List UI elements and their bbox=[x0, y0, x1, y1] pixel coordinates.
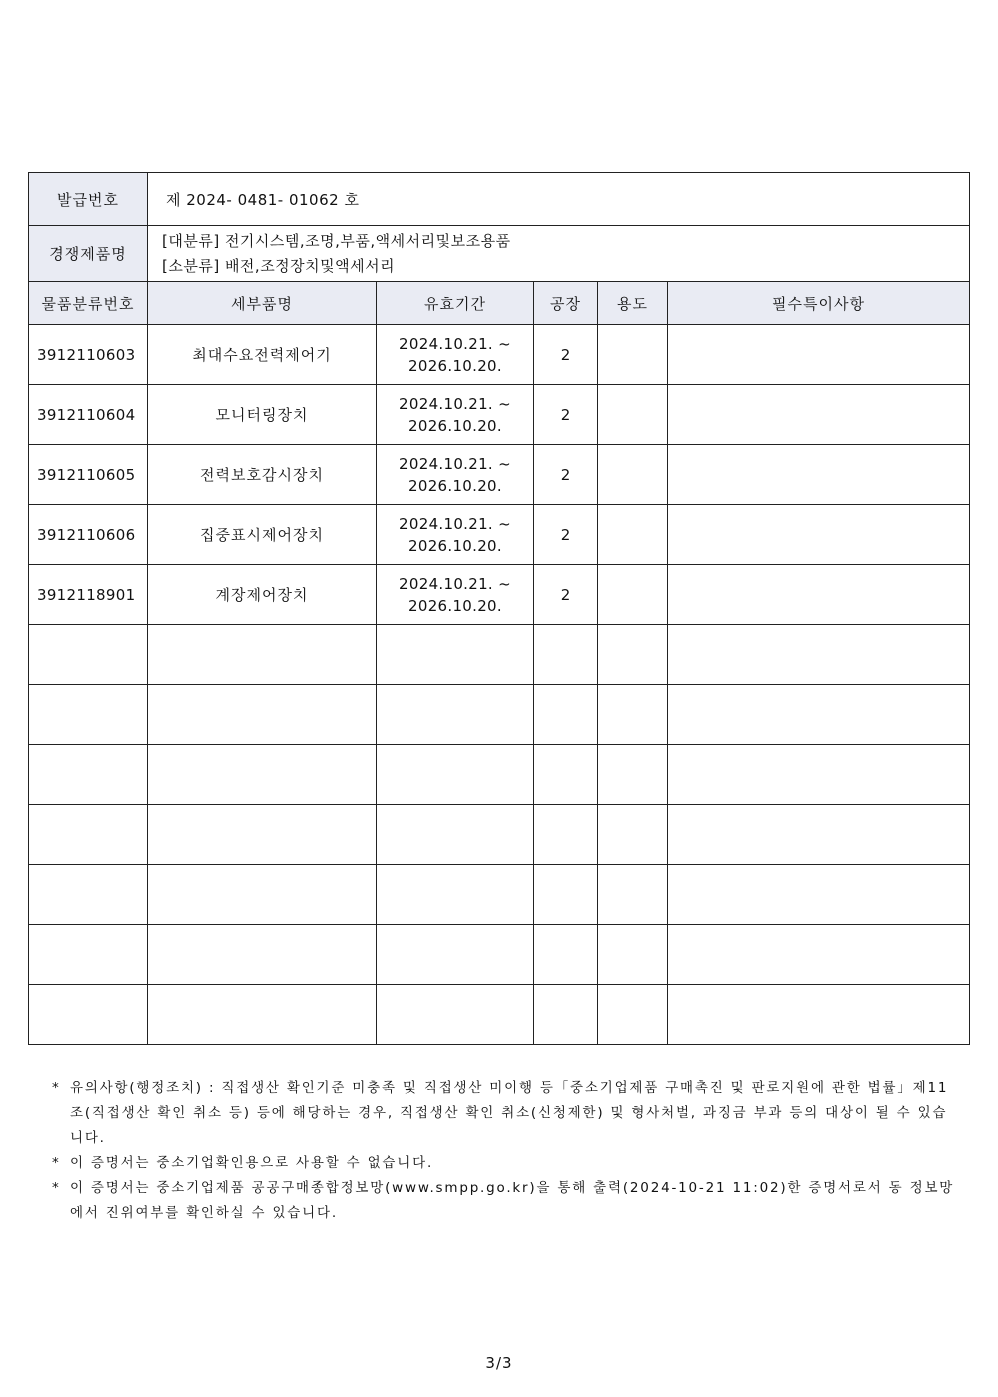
empty-cell bbox=[29, 745, 148, 805]
issue-number-label: 발급번호 bbox=[29, 173, 148, 226]
empty-cell bbox=[598, 925, 668, 985]
period-start: 2024.10.21. ~ bbox=[399, 514, 511, 533]
notice-bullet: * bbox=[52, 1155, 61, 1171]
header-notes: 필수특이사항 bbox=[668, 282, 970, 325]
period-end: 2026.10.20. bbox=[408, 356, 502, 375]
empty-cell bbox=[377, 625, 534, 685]
page-number: 3/3 bbox=[485, 1354, 513, 1372]
period-end: 2026.10.20. bbox=[408, 596, 502, 615]
header-code: 물품분류번호 bbox=[29, 282, 148, 325]
item-name: 전력보호감시장치 bbox=[148, 445, 377, 505]
notice-text-usage: 이 증명서는 중소기업확인용으로 사용할 수 없습니다. bbox=[70, 1155, 434, 1171]
item-code: 3912110605 bbox=[29, 445, 148, 505]
product-name-label: 경쟁제품명 bbox=[29, 226, 148, 282]
empty-cell bbox=[29, 625, 148, 685]
item-period bbox=[377, 565, 534, 625]
empty-cell bbox=[148, 985, 377, 1045]
empty-cell bbox=[668, 925, 970, 985]
item-factory: 2 bbox=[534, 385, 598, 445]
period-end: 2026.10.20. bbox=[408, 476, 502, 495]
empty-cell bbox=[377, 685, 534, 745]
empty-cell bbox=[377, 985, 534, 1045]
table-row bbox=[29, 565, 970, 625]
item-factory: 2 bbox=[534, 565, 598, 625]
item-notes bbox=[668, 445, 970, 505]
empty-cell bbox=[598, 985, 668, 1045]
period-start: 2024.10.21. ~ bbox=[399, 334, 511, 353]
notice-text-administrative: 유의사항(행정조치) : 직접생산 확인기준 미충족 및 직접생산 미이행 등「중소기업제품 구매촉진 및 판로지원에 관한 법률」제11조(직접생산 확인 취소 등) 등에 해당하는 경우, 직접생산 확인 취소(신청제한) 및 형사처벌, 과징금 부과 등의 대상이 될 수 있습니다. bbox=[70, 1080, 949, 1146]
empty-cell bbox=[668, 985, 970, 1045]
notice-bullet: * bbox=[52, 1180, 61, 1196]
certificate-table bbox=[28, 172, 970, 1045]
item-factory: 2 bbox=[534, 445, 598, 505]
table-row bbox=[29, 325, 970, 385]
item-code: 3912110603 bbox=[29, 325, 148, 385]
empty-table-row bbox=[29, 745, 970, 805]
empty-cell bbox=[148, 745, 377, 805]
item-name: 집중표시제어장치 bbox=[148, 505, 377, 565]
empty-table-row bbox=[29, 625, 970, 685]
empty-cell bbox=[148, 805, 377, 865]
empty-cell bbox=[534, 865, 598, 925]
item-name: 계장제어장치 bbox=[148, 565, 377, 625]
product-name-row bbox=[29, 226, 970, 282]
notice-item bbox=[52, 1076, 962, 1151]
empty-cell bbox=[148, 685, 377, 745]
empty-cell bbox=[534, 805, 598, 865]
product-name-value bbox=[148, 226, 970, 282]
empty-cell bbox=[534, 925, 598, 985]
period-start: 2024.10.21. ~ bbox=[399, 394, 511, 413]
empty-cell bbox=[598, 625, 668, 685]
empty-table-row bbox=[29, 685, 970, 745]
empty-cell bbox=[148, 925, 377, 985]
empty-cell bbox=[668, 685, 970, 745]
table-row bbox=[29, 385, 970, 445]
empty-cell bbox=[148, 865, 377, 925]
notice-bullet: * bbox=[52, 1080, 61, 1096]
item-usage bbox=[598, 325, 668, 385]
item-notes bbox=[668, 325, 970, 385]
empty-cell bbox=[29, 985, 148, 1045]
item-usage bbox=[598, 385, 668, 445]
item-factory: 2 bbox=[534, 325, 598, 385]
item-usage bbox=[598, 505, 668, 565]
empty-cell bbox=[534, 745, 598, 805]
empty-cell bbox=[534, 685, 598, 745]
item-code: 3912110604 bbox=[29, 385, 148, 445]
item-notes bbox=[668, 385, 970, 445]
header-period: 유효기간 bbox=[377, 282, 534, 325]
issue-number-row bbox=[29, 173, 970, 226]
empty-cell bbox=[598, 685, 668, 745]
empty-cell bbox=[668, 865, 970, 925]
empty-cell bbox=[598, 805, 668, 865]
item-usage bbox=[598, 565, 668, 625]
empty-cell bbox=[534, 625, 598, 685]
item-usage bbox=[598, 445, 668, 505]
item-name: 최대수요전력제어기 bbox=[148, 325, 377, 385]
empty-cell bbox=[377, 925, 534, 985]
empty-cell bbox=[377, 745, 534, 805]
empty-cell bbox=[29, 685, 148, 745]
item-period bbox=[377, 325, 534, 385]
header-factory: 공장 bbox=[534, 282, 598, 325]
notice-item bbox=[52, 1151, 962, 1176]
table-header-row bbox=[29, 282, 970, 325]
item-code: 3912110606 bbox=[29, 505, 148, 565]
item-period bbox=[377, 385, 534, 445]
empty-table-row bbox=[29, 865, 970, 925]
table-row bbox=[29, 445, 970, 505]
item-period bbox=[377, 505, 534, 565]
empty-table-row bbox=[29, 805, 970, 865]
notice-section bbox=[52, 1076, 962, 1226]
notice-item bbox=[52, 1176, 962, 1226]
empty-cell bbox=[534, 985, 598, 1045]
empty-cell bbox=[668, 745, 970, 805]
item-notes bbox=[668, 565, 970, 625]
header-usage: 용도 bbox=[598, 282, 668, 325]
item-code: 3912118901 bbox=[29, 565, 148, 625]
product-minor-category: [소분류] 배전,조정장치및액세서리 bbox=[162, 256, 396, 275]
empty-cell bbox=[148, 625, 377, 685]
notice-text-verification: 이 증명서는 중소기업제품 공공구매종합정보망(www.smpp.go.kr)을 통해 출력(2024-10-21 11:02)한 증명서로서 동 정보망에서 진위여부를 확인하실 수 있습니다. bbox=[70, 1180, 955, 1221]
period-end: 2026.10.20. bbox=[408, 416, 502, 435]
item-notes bbox=[668, 505, 970, 565]
empty-table-row bbox=[29, 985, 970, 1045]
issue-number-value: 제 2024- 0481- 01062 호 bbox=[148, 173, 970, 226]
table-row bbox=[29, 505, 970, 565]
empty-cell bbox=[668, 805, 970, 865]
item-name: 모니터링장치 bbox=[148, 385, 377, 445]
item-factory: 2 bbox=[534, 505, 598, 565]
empty-cell bbox=[29, 865, 148, 925]
product-major-category: [대분류] 전기시스템,조명,부품,액세서리및보조용품 bbox=[162, 231, 511, 250]
empty-table-row bbox=[29, 925, 970, 985]
empty-cell bbox=[377, 865, 534, 925]
period-start: 2024.10.21. ~ bbox=[399, 574, 511, 593]
period-end: 2026.10.20. bbox=[408, 536, 502, 555]
empty-cell bbox=[29, 805, 148, 865]
empty-cell bbox=[668, 625, 970, 685]
empty-cell bbox=[377, 805, 534, 865]
empty-cell bbox=[598, 745, 668, 805]
period-start: 2024.10.21. ~ bbox=[399, 454, 511, 473]
header-name: 세부품명 bbox=[148, 282, 377, 325]
item-period bbox=[377, 445, 534, 505]
empty-cell bbox=[598, 865, 668, 925]
empty-cell bbox=[29, 925, 148, 985]
